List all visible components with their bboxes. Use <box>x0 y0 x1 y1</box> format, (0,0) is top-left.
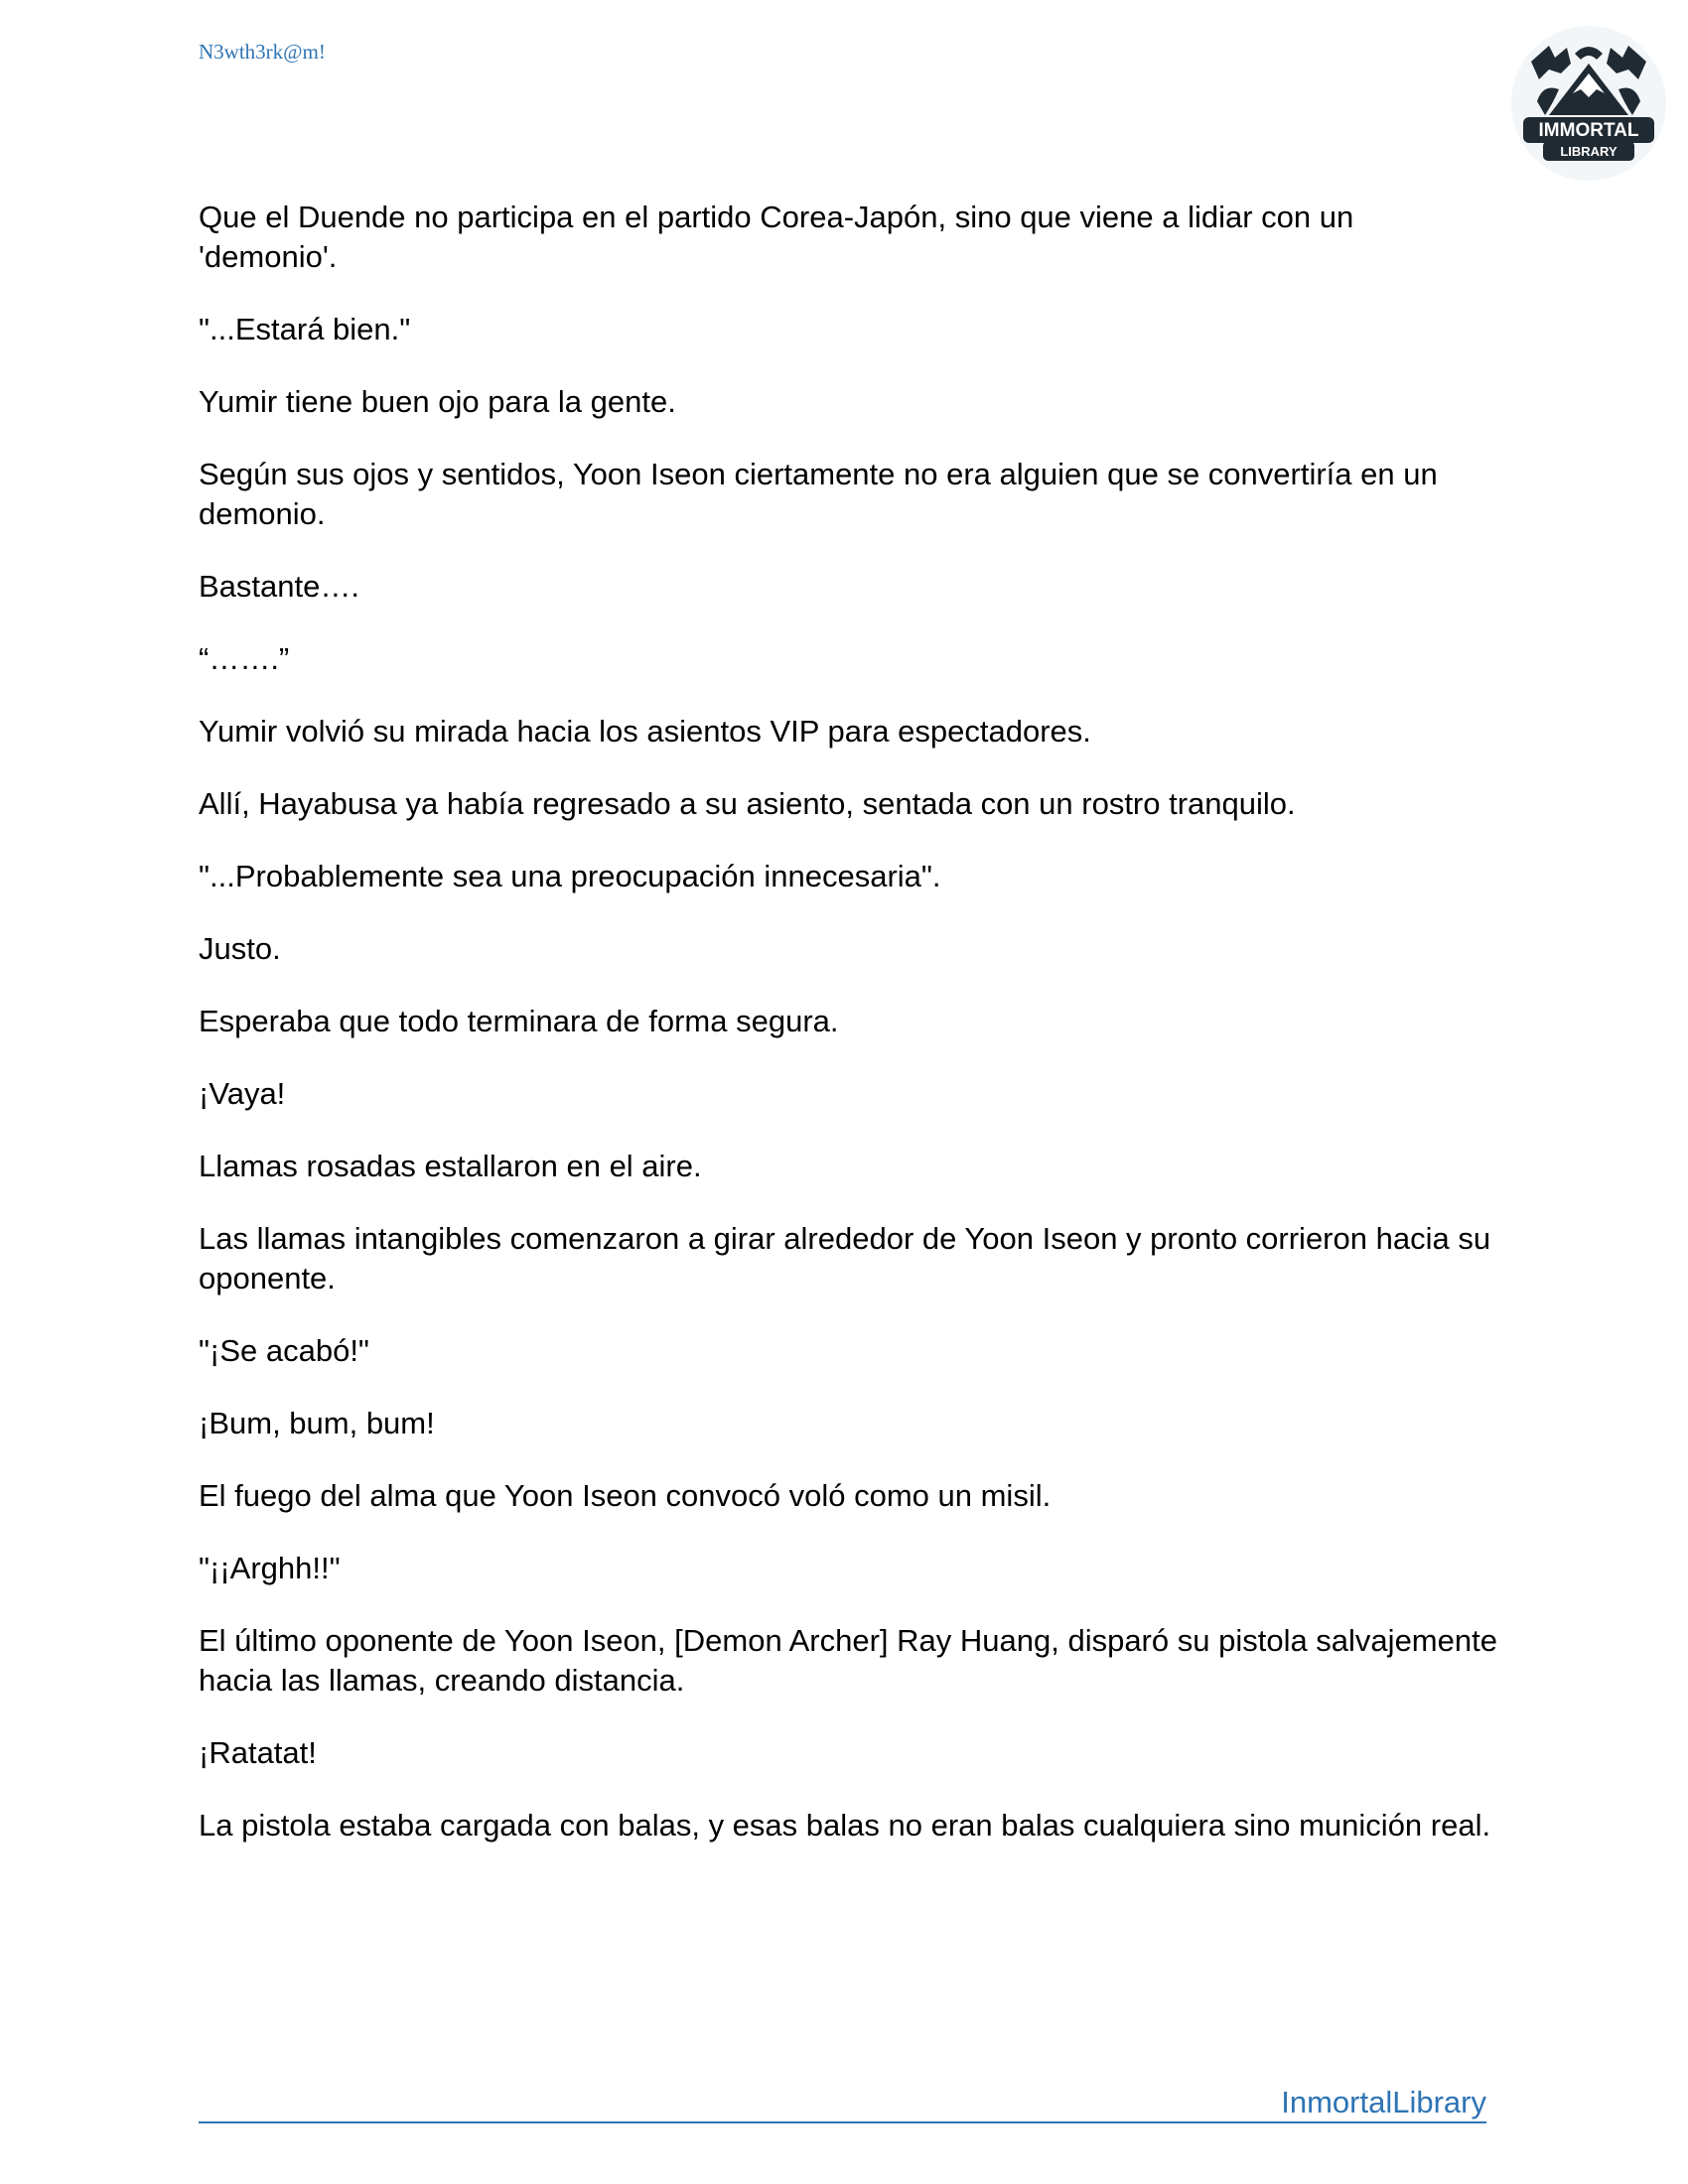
footer-link[interactable]: InmortalLibrary <box>1281 2085 1486 2119</box>
footer <box>199 2084 1486 2123</box>
paragraph: ¡Ratatat! <box>199 1735 317 1770</box>
paragraph: Yumir volvió su mirada hacia los asientos VIP para espectadores. <box>199 714 1091 749</box>
paragraph: Llamas rosadas estallaron en el aire. <box>199 1149 702 1183</box>
header-code: N3wth3rk@m! <box>199 40 326 64</box>
paragraph: Yumir tiene buen ojo para la gente. <box>199 384 676 419</box>
paragraph: “…….” <box>199 641 290 676</box>
paragraph: "...Probablemente sea una preocupación innecesaria". <box>199 859 941 893</box>
logo-text-bottom: LIBRARY <box>1560 144 1618 159</box>
paragraph: El último oponente de Yoon Iseon, [Demon Archer] Ray Huang, disparó su pistola salvajemente hacia las llamas, creando distancia. <box>199 1623 1497 1698</box>
paragraph: Que el Duende no participa en el partido Corea-Japón, sino que viene a lidiar con un 'demonio'. <box>199 200 1354 274</box>
paragraph: Bastante…. <box>199 569 359 604</box>
paragraph: "¡Se acabó!" <box>199 1333 369 1368</box>
paragraph: ¡Vaya! <box>199 1076 286 1111</box>
paragraph: El fuego del alma que Yoon Iseon convocó voló como un misil. <box>199 1478 1052 1513</box>
paragraph: La pistola estaba cargada con balas, y esas balas no eran balas cualquiera sino munición real. <box>199 1808 1491 1843</box>
paragraph: Según sus ojos y sentidos, Yoon Iseon ciertamente no era alguien que se convertiría en un demonio. <box>199 457 1438 531</box>
immortal-library-logo-icon <box>1509 24 1668 183</box>
paragraph: "...Estará bien." <box>199 312 411 346</box>
paragraph: "¡¡Arghh!!" <box>199 1551 341 1585</box>
paragraph: Justo. <box>199 931 281 966</box>
paragraph: Esperaba que todo terminara de forma segura. <box>199 1004 839 1038</box>
body-text <box>199 198 1499 1878</box>
logo-text-top: IMMORTAL <box>1538 120 1639 141</box>
paragraph: ¡Bum, bum, bum! <box>199 1406 435 1440</box>
paragraph: Las llamas intangibles comenzaron a girar alrededor de Yoon Iseon y pronto corrieron hacia su oponente. <box>199 1221 1491 1296</box>
paragraph: Allí, Hayabusa ya había regresado a su asiento, sentada con un rostro tranquilo. <box>199 786 1296 821</box>
